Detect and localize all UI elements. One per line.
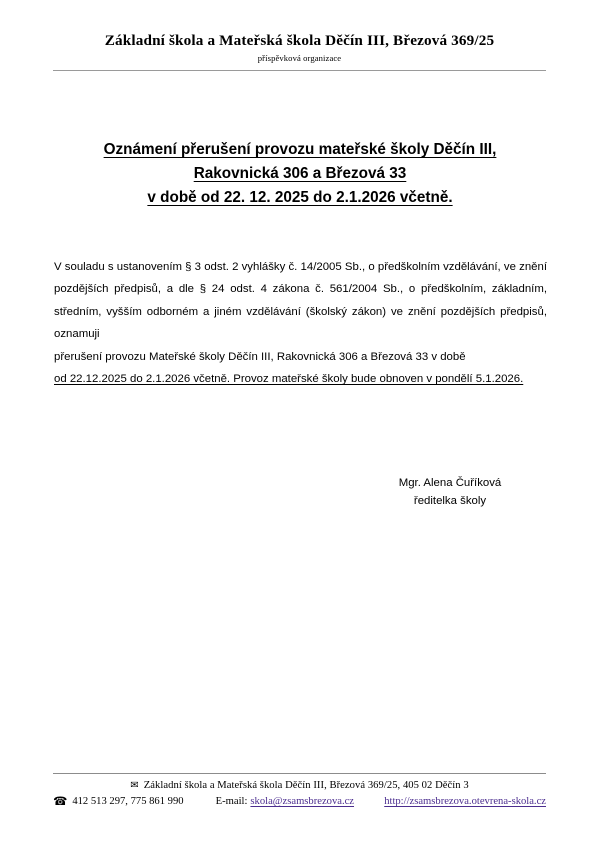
footer-email-label: E-mail:	[215, 796, 248, 807]
footer-phone-group	[53, 793, 184, 809]
signatory-name: Mgr. Alena Čuříková	[398, 477, 502, 489]
signatory-role: ředitelka školy	[413, 495, 487, 507]
body-paragraph-underlined	[54, 368, 547, 390]
body-paragraph-main: V souladu s ustanovením § 3 odst. 2 vyhlášky č. 14/2005 Sb., o předškolním vzdělávání, ve znění pozdějších předpisů, a dle § 24 odst. 4 zákona č. 561/2004 Sb., o předškolním, základním, středním, vyšším odborném a jiném vzdělávání (školský zákon) ve znění pozdějších předpisů, oznamuji	[54, 261, 547, 341]
body-paragraph-continuation: přerušení provozu Mateřské školy Děčín III, Rakovnická 306 a Březová 33 v době	[54, 350, 466, 363]
title-line-3	[54, 186, 546, 210]
header-divider	[53, 70, 546, 71]
document-header	[53, 31, 546, 71]
footer-address-text: Základní škola a Mateřská škola Děčín III, Březová 369/25, 405 02 Děčín 3	[143, 780, 469, 791]
footer-divider	[53, 773, 546, 774]
document-footer	[53, 773, 546, 809]
title-line-3-text: v době od 22. 12. 2025 do 2.1.2026 včetně.	[147, 189, 453, 206]
telephone-icon: ☎	[53, 793, 68, 808]
header-organization-type: příspěvková organizace	[257, 53, 342, 63]
footer-website-link[interactable]: http://zsamsbrezova.otevrena-skola.cz	[384, 796, 546, 807]
title-line-2	[54, 162, 546, 186]
footer-contact-line	[53, 793, 546, 809]
body-paragraph	[54, 256, 547, 390]
header-school-name: Základní škola a Mateřská škola Děčín III, Březová 369/25	[104, 32, 495, 49]
title-line-1	[54, 138, 546, 162]
document-title	[54, 138, 546, 210]
footer-address-line	[53, 778, 546, 793]
title-line-2-text: Rakovnická 306 a Březová 33	[193, 165, 407, 182]
envelope-icon: ✉	[130, 779, 139, 791]
signature-block	[360, 474, 540, 510]
footer-phone-numbers: 412 513 297, 775 861 990	[72, 796, 184, 807]
body-paragraph-underlined-text: od 22.12.2025 do 2.1.2026 včetně. Provoz mateřské školy bude obnoven v pondělí 5.1.2026.	[54, 373, 524, 386]
document-body	[54, 256, 547, 390]
footer-email-link[interactable]: skola@zsamsbrezova.cz	[250, 796, 355, 807]
title-line-1-text: Oznámení přerušení provozu mateřské školy Děčín III,	[103, 141, 497, 158]
